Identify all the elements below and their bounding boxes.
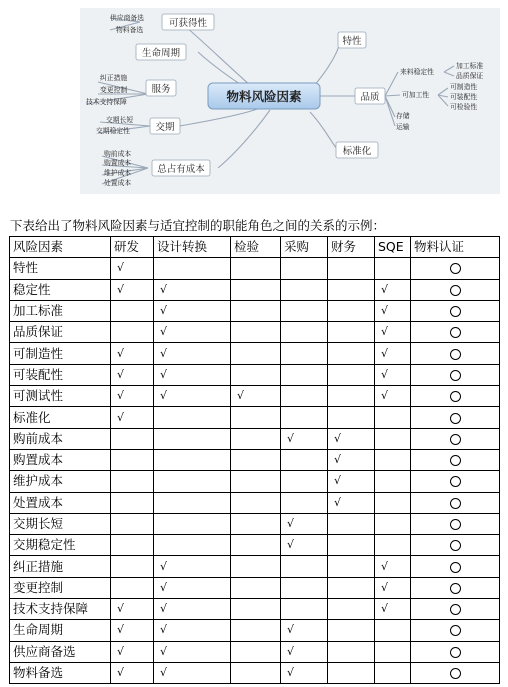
svg-text:技术支持保障: 技术支持保障 [86, 98, 127, 106]
check-cell [375, 471, 411, 492]
check-cell [231, 343, 281, 364]
table-row [10, 364, 500, 385]
check-cell [231, 535, 281, 556]
table-row [10, 343, 500, 364]
check-cell [231, 258, 281, 279]
svg-text:纠正措施: 纠正措施 [100, 74, 128, 82]
check-cell: √ [111, 386, 154, 407]
circle-icon [450, 540, 461, 551]
qualification-cell [411, 449, 500, 470]
check-cell [281, 343, 328, 364]
check-cell [281, 279, 328, 300]
circle-icon [450, 519, 461, 530]
circle-icon [450, 413, 461, 424]
svg-text:购前成本: 购前成本 [104, 150, 132, 158]
risk-factor-cell: 可制造性 [10, 343, 111, 364]
header-inspection: 检验 [231, 237, 281, 258]
check-cell [154, 407, 231, 428]
check-cell [328, 258, 375, 279]
check-cell [111, 577, 154, 598]
qualification-cell [411, 577, 500, 598]
table-row [10, 599, 500, 620]
check-cell [328, 322, 375, 343]
circle-icon [450, 370, 461, 381]
circle-icon [450, 455, 461, 466]
check-cell: √ [154, 300, 231, 321]
check-cell [111, 556, 154, 577]
check-cell [375, 449, 411, 470]
svg-text:可加工性: 可加工性 [402, 91, 430, 99]
check-cell [375, 428, 411, 449]
header-risk-factor: 风险因素 [10, 237, 111, 258]
qualification-cell [411, 641, 500, 662]
table-row [10, 407, 500, 428]
check-cell: √ [111, 364, 154, 385]
check-cell [231, 364, 281, 385]
risk-factor-cell: 可测试性 [10, 386, 111, 407]
qualification-cell [411, 513, 500, 534]
check-cell: √ [375, 322, 411, 343]
svg-text:购置成本: 购置成本 [104, 159, 132, 167]
qualification-cell [411, 300, 500, 321]
risk-factor-cell: 交期长短 [10, 513, 111, 534]
check-cell [231, 662, 281, 683]
check-cell: √ [281, 513, 328, 534]
check-cell [111, 535, 154, 556]
check-cell [328, 279, 375, 300]
check-cell: √ [154, 364, 231, 385]
check-cell: √ [111, 407, 154, 428]
check-cell: √ [375, 556, 411, 577]
table-row [10, 641, 500, 662]
table-row [10, 428, 500, 449]
mind-map-branch-obtainability [162, 14, 214, 30]
risk-factor-cell: 特性 [10, 258, 111, 279]
qualification-cell [411, 471, 500, 492]
check-cell [154, 513, 231, 534]
circle-icon [450, 604, 461, 615]
circle-icon [450, 647, 461, 658]
check-cell [375, 620, 411, 641]
table-body [10, 258, 500, 684]
svg-text:维护成本: 维护成本 [104, 169, 132, 177]
check-cell [111, 428, 154, 449]
circle-icon [450, 391, 461, 402]
check-cell [375, 258, 411, 279]
check-cell [328, 535, 375, 556]
check-cell [375, 513, 411, 534]
check-cell: √ [281, 535, 328, 556]
check-cell: √ [111, 258, 154, 279]
svg-text:可制造性: 可制造性 [450, 83, 478, 91]
check-cell: √ [281, 428, 328, 449]
check-cell: √ [375, 599, 411, 620]
svg-text:品质: 品质 [360, 92, 380, 103]
risk-factor-cell: 物料备选 [10, 662, 111, 683]
qualification-cell [411, 492, 500, 513]
mind-map-branch-standardization [336, 142, 378, 158]
check-cell: √ [281, 620, 328, 641]
circle-icon [450, 583, 461, 594]
circle-icon [450, 263, 461, 274]
table-row [10, 322, 500, 343]
check-cell: √ [154, 322, 231, 343]
header-purchasing: 采购 [281, 237, 328, 258]
mind-map-branch-lifecycle [136, 44, 186, 60]
check-cell: √ [154, 641, 231, 662]
check-cell: √ [154, 599, 231, 620]
risk-factor-cell: 稳定性 [10, 279, 111, 300]
risk-factor-cell: 纠正措施 [10, 556, 111, 577]
check-cell [281, 300, 328, 321]
table-row [10, 449, 500, 470]
check-cell [281, 599, 328, 620]
qualification-cell [411, 556, 500, 577]
check-cell: √ [375, 577, 411, 598]
svg-text:供应商备选: 供应商备选 [110, 14, 144, 22]
table-row [10, 577, 500, 598]
header-sqe: SQE [375, 237, 411, 258]
svg-text:物料备选: 物料备选 [116, 26, 144, 34]
check-cell: √ [111, 662, 154, 683]
check-cell: √ [111, 599, 154, 620]
check-cell [111, 513, 154, 534]
check-cell [281, 492, 328, 513]
check-cell [231, 641, 281, 662]
check-cell [111, 471, 154, 492]
check-cell [154, 258, 231, 279]
check-cell: √ [328, 471, 375, 492]
qualification-cell [411, 620, 500, 641]
qualification-cell [411, 599, 500, 620]
table-row [10, 386, 500, 407]
risk-factor-cell: 品质保证 [10, 322, 111, 343]
check-cell: √ [154, 577, 231, 598]
check-cell [281, 386, 328, 407]
check-cell [281, 556, 328, 577]
risk-factor-cell: 购前成本 [10, 428, 111, 449]
risk-factor-cell: 处置成本 [10, 492, 111, 513]
check-cell: √ [111, 641, 154, 662]
check-cell: √ [328, 428, 375, 449]
table-row [10, 535, 500, 556]
svg-text:标准化: 标准化 [342, 146, 372, 157]
table-row [10, 300, 500, 321]
svg-text:交期稳定性: 交期稳定性 [96, 127, 130, 135]
check-cell [281, 364, 328, 385]
check-cell: √ [231, 386, 281, 407]
check-cell: √ [154, 620, 231, 641]
circle-icon [450, 562, 461, 573]
qualification-cell [411, 279, 500, 300]
check-cell [328, 556, 375, 577]
check-cell [281, 577, 328, 598]
mind-map-leaves-processing [450, 82, 477, 111]
table-row [10, 258, 500, 279]
circle-icon [450, 668, 461, 679]
mind-map-branch-quality [355, 88, 385, 104]
mind-map-canvas [80, 8, 500, 194]
header-material-qualification: 物料认证 [411, 237, 500, 258]
qualification-cell [411, 343, 500, 364]
check-cell [375, 407, 411, 428]
check-cell: √ [281, 641, 328, 662]
risk-factor-cell: 可装配性 [10, 364, 111, 385]
check-cell [231, 322, 281, 343]
circle-icon [450, 327, 461, 338]
qualification-cell [411, 407, 500, 428]
qualification-cell [411, 662, 500, 683]
table-row [10, 492, 500, 513]
check-cell [328, 599, 375, 620]
mind-map [80, 8, 500, 194]
table-row [10, 556, 500, 577]
qualification-cell [411, 535, 500, 556]
circle-icon [450, 498, 461, 509]
risk-factor-cell: 交期稳定性 [10, 535, 111, 556]
risk-factor-cell: 购置成本 [10, 449, 111, 470]
check-cell: √ [328, 492, 375, 513]
risk-factor-cell: 变更控制 [10, 577, 111, 598]
check-cell: √ [375, 343, 411, 364]
check-cell [231, 407, 281, 428]
check-cell [281, 449, 328, 470]
check-cell: √ [154, 662, 231, 683]
mind-map-branch-tco [152, 160, 210, 176]
header-rd: 研发 [111, 237, 154, 258]
risk-factor-cell: 技术支持保障 [10, 599, 111, 620]
check-cell [328, 662, 375, 683]
qualification-cell [411, 258, 500, 279]
check-cell [231, 556, 281, 577]
mind-map-leaves-delivery [96, 115, 133, 135]
check-cell: √ [375, 364, 411, 385]
svg-text:运输: 运输 [396, 123, 410, 131]
check-cell [375, 641, 411, 662]
check-cell [328, 577, 375, 598]
check-cell [231, 279, 281, 300]
mind-map-branch-feature [338, 32, 366, 48]
svg-text:处置成本: 处置成本 [104, 179, 132, 187]
table-row [10, 279, 500, 300]
svg-text:存储: 存储 [396, 112, 410, 120]
check-cell [375, 492, 411, 513]
check-cell [328, 364, 375, 385]
intro-text: 下表给出了物料风险因素与适宜控制的职能角色之间的关系的示例： [10, 218, 386, 233]
svg-text:交期: 交期 [155, 122, 175, 133]
svg-text:总占有成本: 总占有成本 [157, 164, 205, 175]
risk-role-table [9, 236, 500, 684]
check-cell [111, 449, 154, 470]
qualification-cell [411, 428, 500, 449]
svg-text:来料稳定性: 来料稳定性 [400, 68, 434, 76]
check-cell [231, 599, 281, 620]
mind-map-leaves-service [86, 73, 127, 106]
check-cell: √ [154, 386, 231, 407]
check-cell [328, 641, 375, 662]
mind-map-leaves-tco [104, 149, 131, 187]
check-cell [111, 300, 154, 321]
table-row [10, 620, 500, 641]
svg-text:交期长短: 交期长短 [106, 116, 134, 124]
qualification-cell [411, 386, 500, 407]
circle-icon [450, 349, 461, 360]
check-cell [154, 449, 231, 470]
mind-map-branch-service [146, 80, 176, 96]
check-cell: √ [111, 343, 154, 364]
mind-map-center-node [208, 83, 320, 109]
check-cell [231, 471, 281, 492]
header-finance: 财务 [328, 237, 375, 258]
check-cell [154, 471, 231, 492]
svg-text:品质保证: 品质保证 [456, 72, 484, 80]
mind-map-leaves-quality [396, 67, 434, 131]
check-cell: √ [154, 556, 231, 577]
check-cell [231, 577, 281, 598]
mind-map-leaves-obtainability [110, 13, 144, 34]
mind-map-center-label: 物料风险因素 [226, 89, 302, 104]
svg-text:可检验性: 可检验性 [450, 103, 478, 111]
qualification-cell [411, 322, 500, 343]
svg-text:加工标准: 加工标准 [456, 62, 484, 70]
svg-text:变更控制: 变更控制 [100, 86, 128, 94]
table-row [10, 471, 500, 492]
check-cell [328, 407, 375, 428]
svg-text:服务: 服务 [151, 84, 171, 95]
check-cell: √ [154, 279, 231, 300]
check-cell: √ [154, 343, 231, 364]
check-cell [281, 322, 328, 343]
check-cell [328, 300, 375, 321]
check-cell [154, 535, 231, 556]
risk-factor-cell: 生命周期 [10, 620, 111, 641]
check-cell [328, 386, 375, 407]
check-cell [281, 258, 328, 279]
circle-icon [450, 434, 461, 445]
check-cell: √ [328, 449, 375, 470]
circle-icon [450, 306, 461, 317]
check-cell: √ [111, 279, 154, 300]
table-header-row [10, 237, 500, 258]
svg-text:可装配性: 可装配性 [450, 93, 478, 101]
svg-text:可获得性: 可获得性 [168, 18, 208, 29]
check-cell [375, 535, 411, 556]
circle-icon [450, 476, 461, 487]
check-cell: √ [281, 662, 328, 683]
header-design-transfer: 设计转换 [154, 237, 231, 258]
check-cell [328, 620, 375, 641]
check-cell [231, 620, 281, 641]
table-row [10, 662, 500, 683]
check-cell: √ [375, 386, 411, 407]
risk-factor-cell: 加工标准 [10, 300, 111, 321]
risk-factor-cell: 供应商备选 [10, 641, 111, 662]
circle-icon [450, 625, 461, 636]
check-cell [154, 428, 231, 449]
check-cell [328, 343, 375, 364]
check-cell [111, 322, 154, 343]
table-row [10, 513, 500, 534]
check-cell [231, 300, 281, 321]
check-cell: √ [111, 620, 154, 641]
check-cell [231, 492, 281, 513]
check-cell: √ [375, 300, 411, 321]
circle-icon [450, 285, 461, 296]
svg-text:生命周期: 生命周期 [141, 48, 181, 59]
check-cell [154, 492, 231, 513]
svg-text:特性: 特性 [342, 36, 362, 47]
mind-map-branch-delivery [150, 118, 180, 134]
qualification-cell [411, 364, 500, 385]
risk-factor-cell: 维护成本 [10, 471, 111, 492]
mind-map-leaves-incoming [456, 61, 483, 80]
check-cell: √ [375, 279, 411, 300]
check-cell [281, 407, 328, 428]
check-cell [111, 492, 154, 513]
check-cell [375, 662, 411, 683]
check-cell [231, 449, 281, 470]
check-cell [328, 513, 375, 534]
check-cell [231, 513, 281, 534]
check-cell [281, 471, 328, 492]
check-cell [231, 428, 281, 449]
risk-factor-cell: 标准化 [10, 407, 111, 428]
